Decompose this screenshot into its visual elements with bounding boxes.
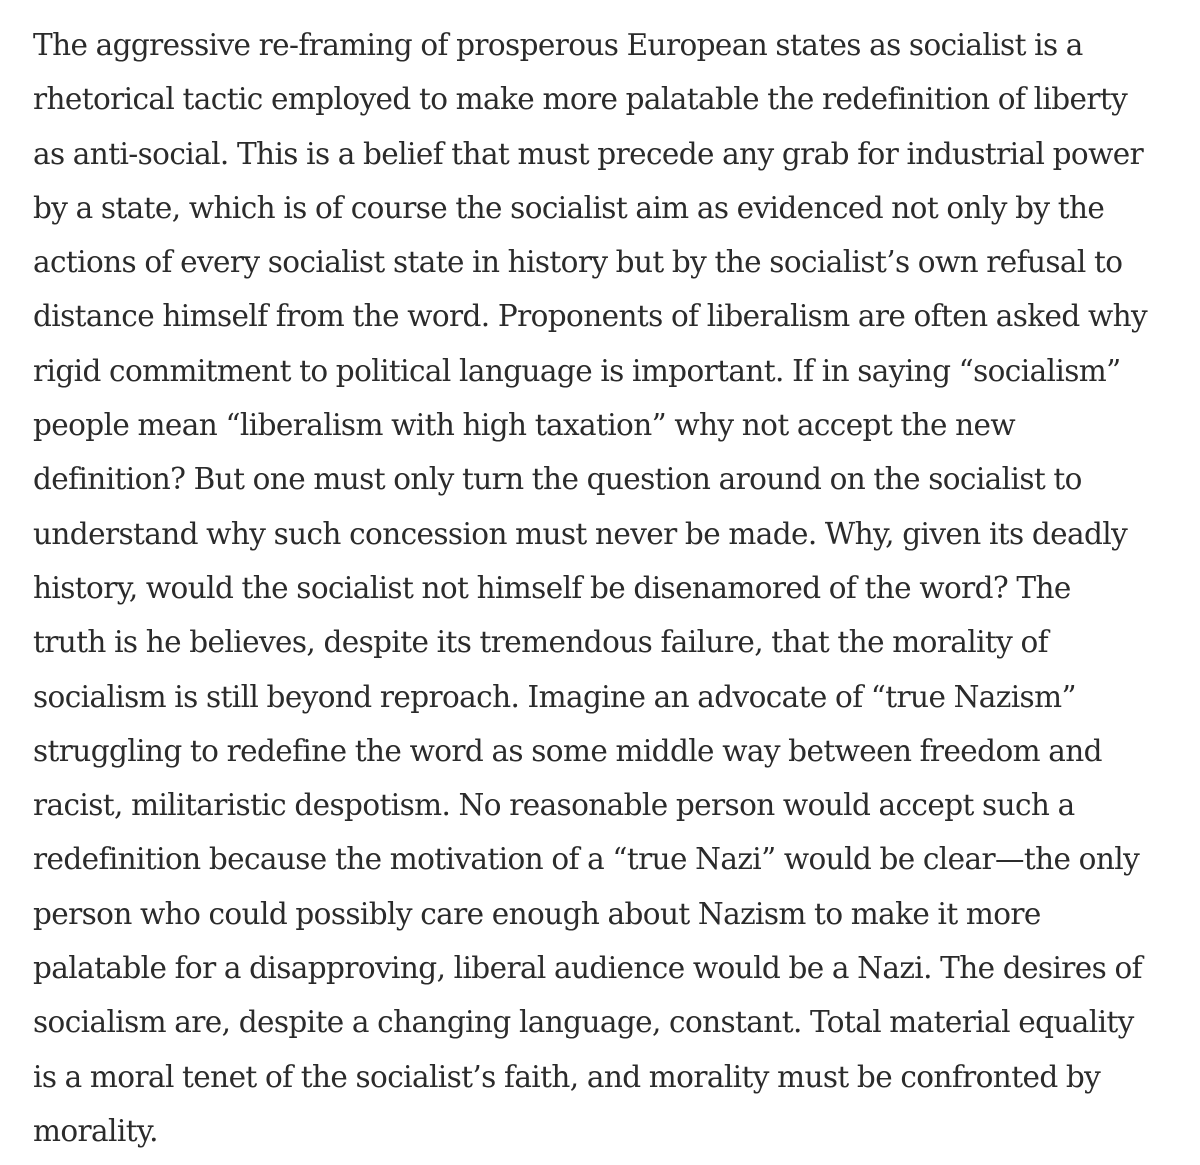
paragraph-line: as anti-social. This is a belief that must precede any grab for industrial power — [33, 136, 1144, 171]
paragraph-line: palatable for a disapproving, liberal audience would be a Nazi. The desires of — [33, 951, 1142, 986]
paragraph-line: actions of every socialist state in history but by the socialist’s own refusal to — [33, 245, 1123, 280]
paragraph-line: rigid commitment to political language is important. If in saying “socialism” — [33, 353, 1121, 388]
paragraph-line: people mean “liberalism with high taxation” why not accept the new — [33, 408, 1016, 443]
paragraph-line: socialism are, despite a changing language, constant. Total material equality — [33, 1005, 1134, 1040]
paragraph-line: socialism is still beyond reproach. Imagine an advocate of “true Nazism” — [33, 679, 1076, 714]
paragraph-line: history, would the socialist not himself be disenamored of the word? The — [33, 570, 1071, 605]
paragraph-line: understand why such concession must never be made. Why, given its deadly — [33, 516, 1128, 551]
paragraph-line: is a moral tenet of the socialist’s faith, and morality must be confronted by — [33, 1059, 1101, 1094]
paragraph-line: definition? But one must only turn the question around on the socialist to — [33, 462, 1082, 497]
paragraph-line: morality. — [33, 1113, 158, 1148]
paragraph-line: by a state, which is of course the socialist aim as evidenced not only by the — [33, 190, 1105, 225]
paragraph-line: The aggressive re-framing of prosperous European states as socialist is a — [33, 28, 1083, 62]
article-paragraph — [33, 18, 1193, 1158]
paragraph-line: distance himself from the word. Proponents of liberalism are often asked why — [33, 299, 1148, 334]
paragraph-line: redefinition because the motivation of a “true Nazi” would be clear—the only — [33, 842, 1140, 877]
paragraph-line: person who could possibly care enough about Nazism to make it more — [33, 896, 1041, 931]
paragraph-line: racist, militaristic despotism. No reasonable person would accept such a — [33, 788, 1075, 823]
paragraph-line: truth is he believes, despite its tremendous failure, that the morality of — [33, 625, 1048, 660]
paragraph-line: rhetorical tactic employed to make more palatable the redefinition of liberty — [33, 82, 1128, 117]
paragraph-line: struggling to redefine the word as some middle way between freedom and — [33, 733, 1102, 768]
